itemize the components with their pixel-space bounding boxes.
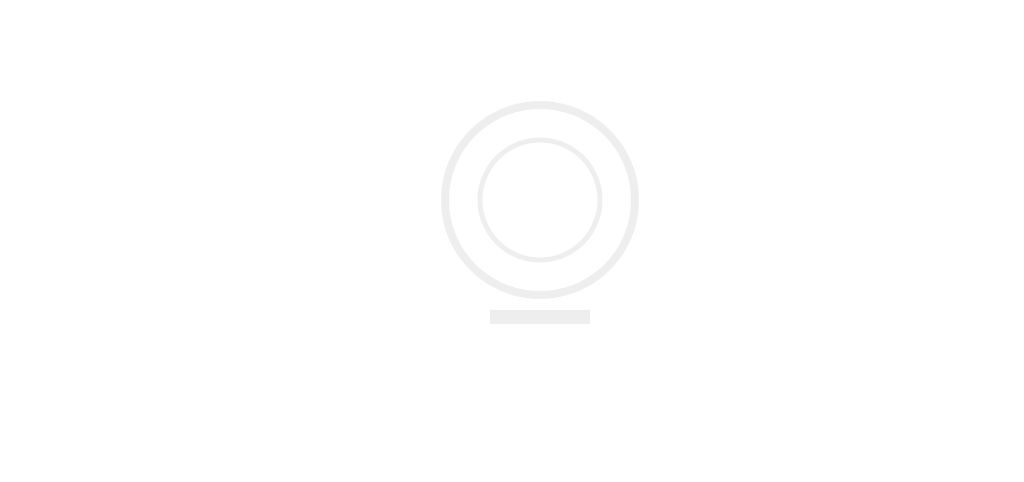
intro-paragraph (14, 29, 1010, 48)
watermark-logo (420, 60, 660, 380)
auction-terms-paragraph (14, 75, 1010, 94)
vehicle-specifications-paragraph (14, 52, 1010, 71)
notice-title (14, 6, 1010, 26)
